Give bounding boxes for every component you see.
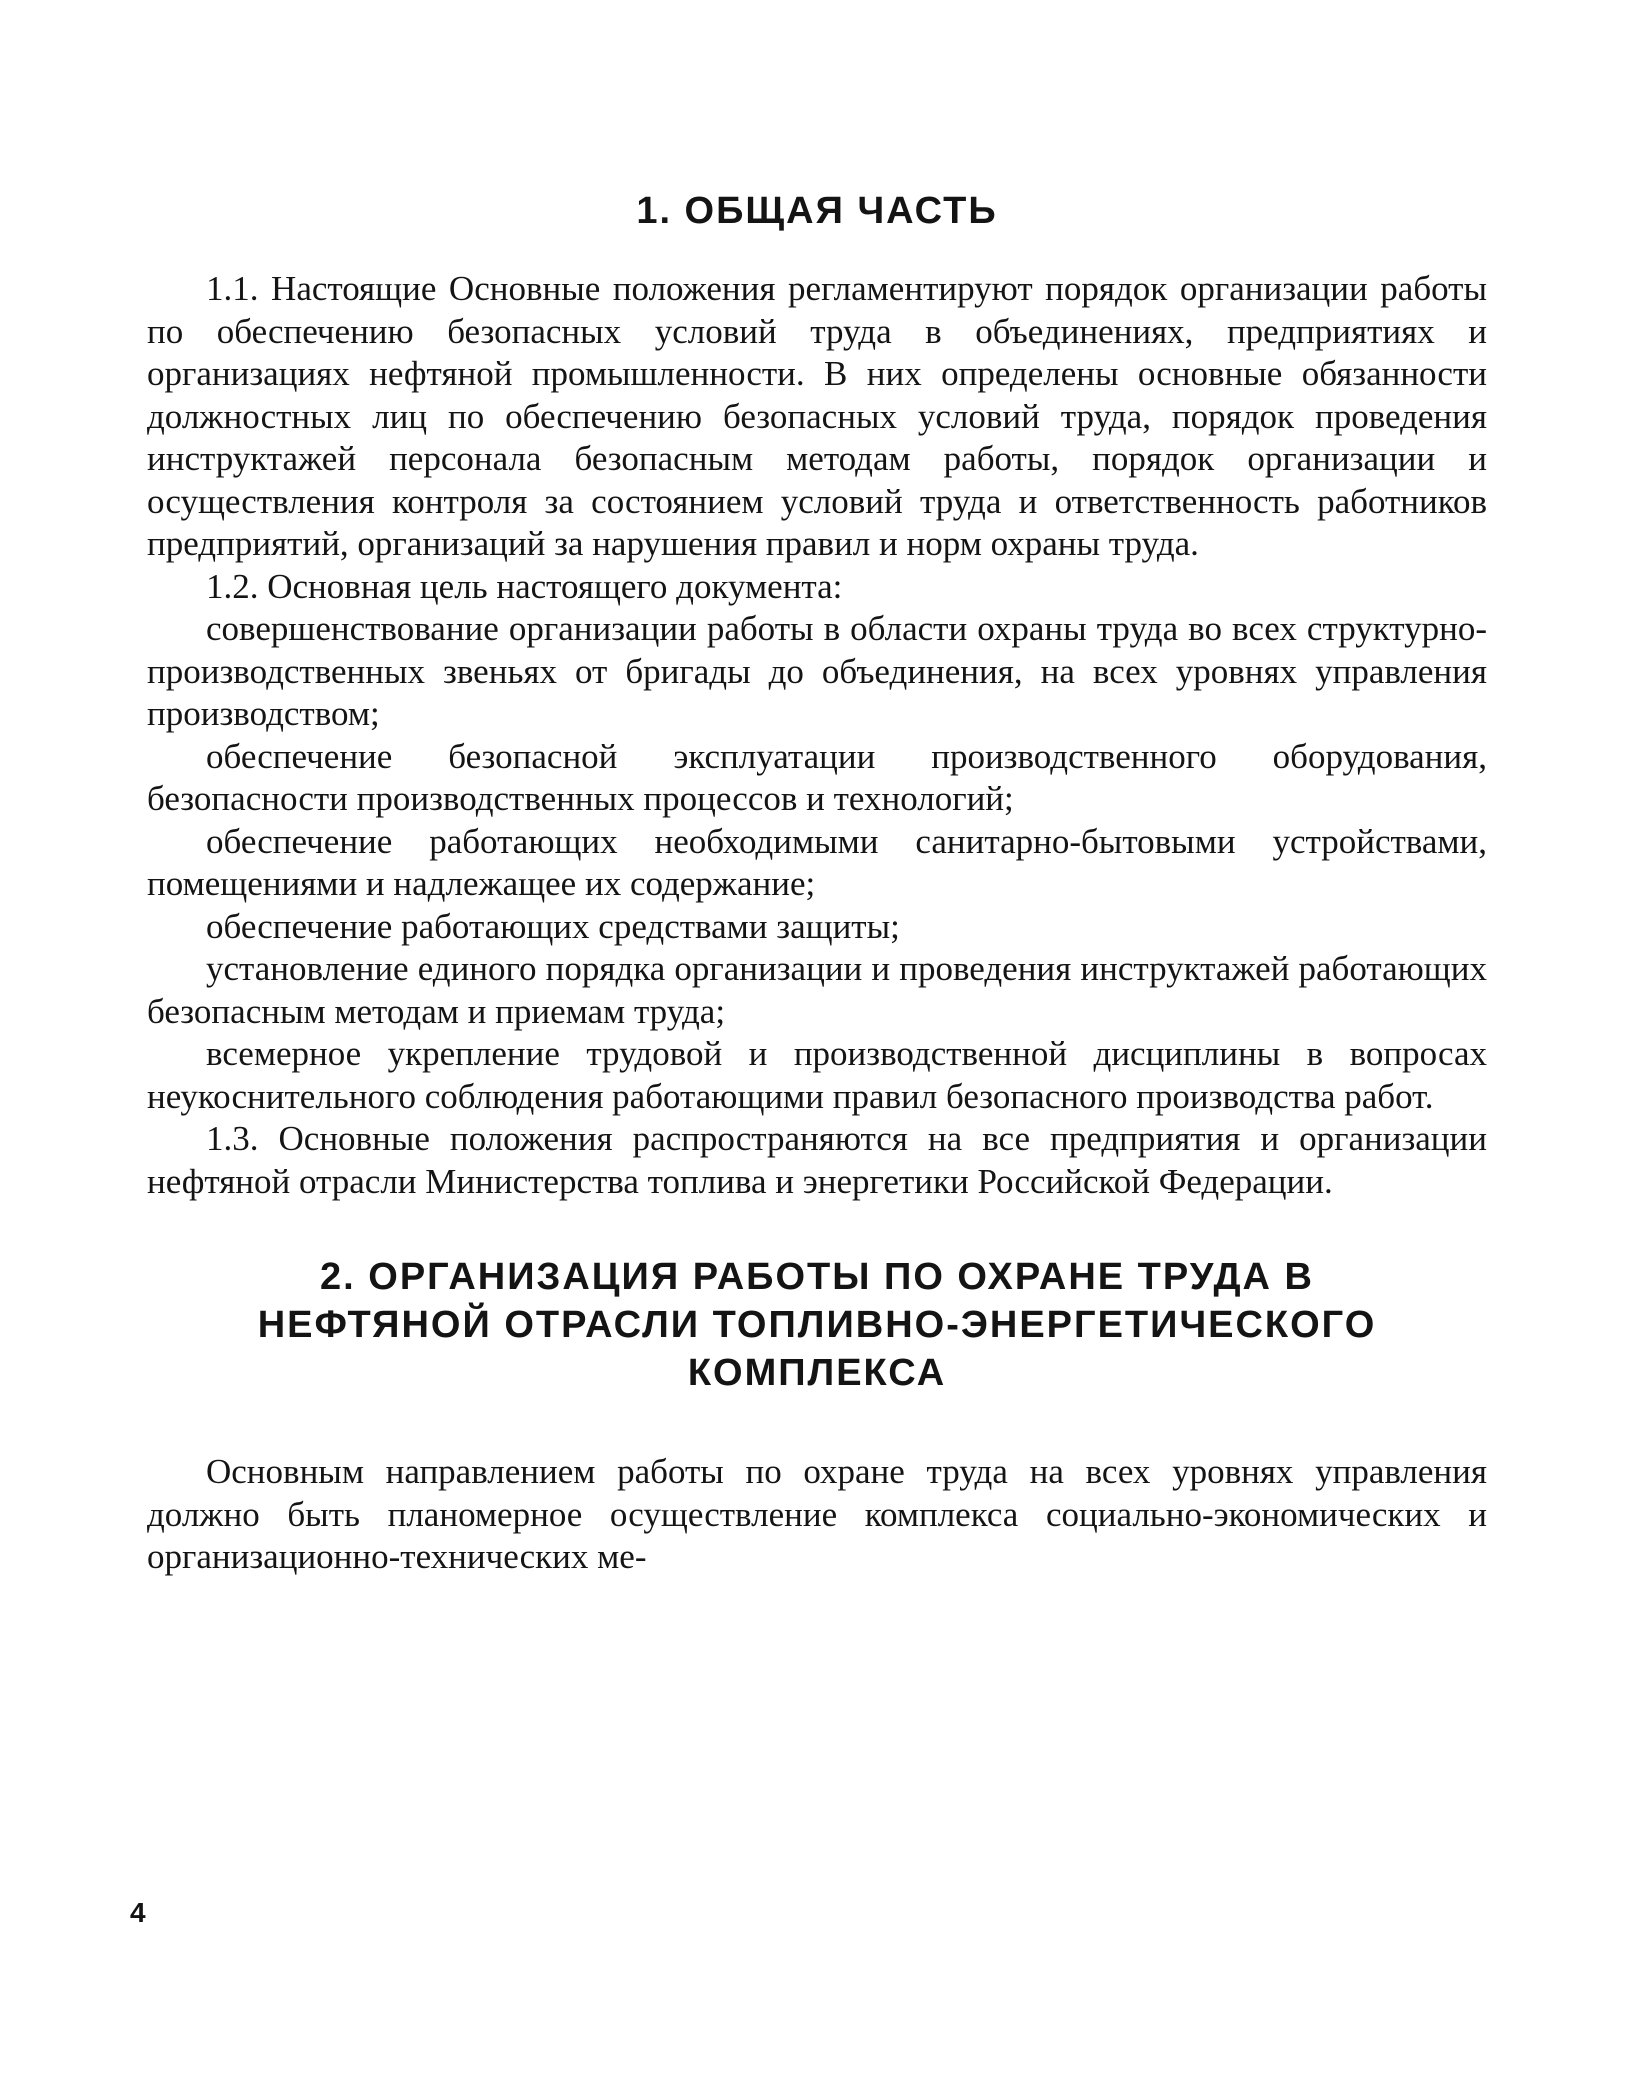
section-1-heading: 1. ОБЩАЯ ЧАСТЬ <box>636 190 998 232</box>
goal-item-5: установление единого порядка организации и проведения инструктажей работающих безопасным методам и приемам труда; <box>147 949 1487 1031</box>
goal-item-1: совершенствование организации работы в области охраны труда во всех структурно-производственных звеньях от бригады до объединения, на всех уровнях управления производством; <box>147 609 1487 733</box>
paragraph-1-2: 1.2. Основная цель настоящего документа: <box>206 566 843 606</box>
goal-item-3: обеспечение работающих необходимыми санитарно-бытовыми устройствами, помещениями и надлежащее их содержание; <box>147 821 1487 903</box>
document-page <box>147 190 1487 1579</box>
goal-item-6: всемерное укрепление трудовой и производственной дисциплины в вопросах неукоснительного соблюдения работающими правил безопасного производства работ. <box>147 1034 1487 1116</box>
paragraph-1-1: 1.1. Настоящие Основные положения регламентируют порядок организации работы по обеспечению безопасных условий труда в объединениях, предприятиях и организациях нефтяной промышленности. В них определены основные обязанности должностных лиц по обеспечению безопасных условий труда, порядок проведения инструктажей персонала безопасным методам работы, порядок организации и осуществления контроля за состоянием условий труда и ответственность работников предприятий, организаций за нарушения правил и норм охраны труда. <box>147 269 1487 563</box>
goal-item-2: обеспечение безопасной эксплуатации производственного оборудования, безопасности производственных процессов и технологий; <box>147 736 1487 818</box>
goal-item-4: обеспечение работающих средствами защиты; <box>206 906 900 946</box>
section-2-heading-line-1: 2. ОРГАНИЗАЦИЯ РАБОТЫ ПО ОХРАНЕ ТРУДА В <box>320 1256 1314 1298</box>
section-2-heading-line-2: НЕФТЯНОЙ ОТРАСЛИ ТОПЛИВНО-ЭНЕРГЕТИЧЕСКОГО <box>257 1304 1377 1346</box>
section-2-heading-line-3: КОМПЛЕКСА <box>687 1352 947 1394</box>
section-2-heading <box>147 1253 1487 1397</box>
page-number: 4 <box>130 1897 146 1928</box>
paragraph-1-3: 1.3. Основные положения распространяются на все предприятия и организации нефтяной отрасли Министерства топлива и энергетики Российской Федерации. <box>147 1119 1487 1201</box>
paragraph-2-intro: Основным направлением работы по охране труда на всех уровнях управления должно быть планомерное осуществление комплекса социально-экономических и организационно-технических ме- <box>147 1452 1487 1576</box>
